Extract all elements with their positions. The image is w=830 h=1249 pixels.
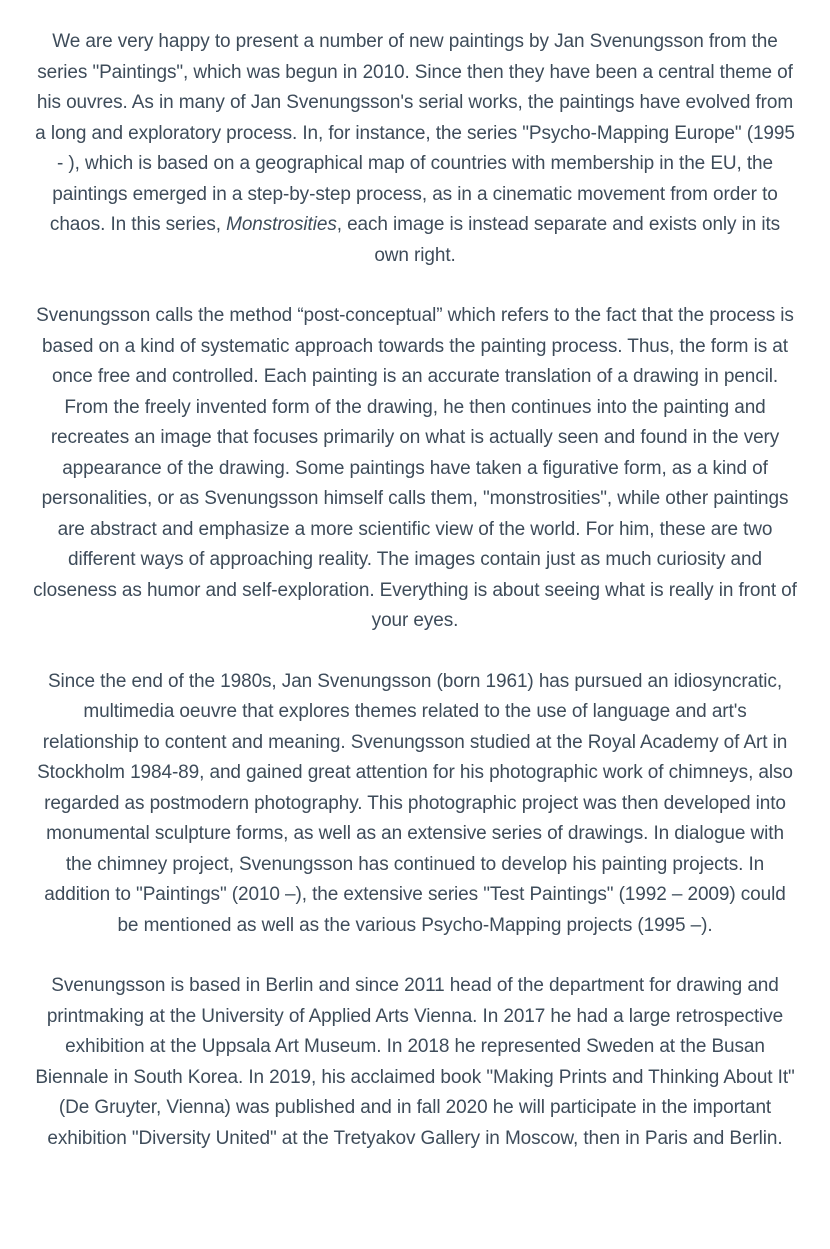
paragraph-text: Since the end of the 1980s, Jan Svenungsson (born 1961) has pursued an idiosyncratic, multimedia oeuvre that explores themes related to the use of language and art's relationship to content and meaning. Svenungsson studied at the Royal Academy of Art in Stockholm 1984-89, and gained great attention for his photographic work of chimneys, also regarded as postmodern photography. This photographic project was then developed into monumental sculpture forms, as well as an extensive series of drawings. In dialogue with the chimney project, Svenungsson has continued to develop his painting projects. In addition to "Paintings" (2010 –), the extensive series "Test Paintings" (1992 – 2009) could be mentioned as well as the various Psycho-Mapping projects (1995 –). <box>37 670 793 936</box>
italic-series-title: Monstrosities <box>226 214 337 235</box>
paragraph-text: Svenungsson calls the method “post-conceptual” which refers to the fact that the process is based on a kind of systematic approach towards the painting process. Thus, the form is at once free and controlled. Each painting is an accurate translation of a drawing in pencil. From the freely invented form of the drawing, he then continues into the painting and recreates an image that focuses primarily on what is actually seen and found in the very appearance of the drawing. Some paintings have taken a figurative form, as a kind of personalities, or as Svenungsson himself calls them, "monstrosities", while other paintings are abstract and emphasize a more scientific view of the world. For him, these are two different ways of approaching reality. The images contain just as much curiosity and closeness as humor and self-exploration. Everything is about seeing what is really in front of your eyes. <box>33 305 797 631</box>
paragraph-text: Svenungsson is based in Berlin and since 2011 head of the department for drawing and printmaking at the University of Applied Arts Vienna. In 2017 he had a large retrospective exhibition at the Uppsala Art Museum. In 2018 he represented Sweden at the Busan Biennale in South Korea. In 2019, his acclaimed book "Making Prints and Thinking About It" (De Gruyter, Vienna) was published and in fall 2020 he will participate in the important exhibition "Diversity United" at the Tretyakov Gallery in Moscow, then in Paris and Berlin. <box>35 975 795 1149</box>
paragraph-intro-paintings <box>33 27 797 271</box>
article <box>33 0 797 1154</box>
paragraph-method-post-conceptual <box>33 301 797 637</box>
paragraph-biography-1980s <box>33 667 797 942</box>
paragraph-berlin-exhibitions <box>33 971 797 1154</box>
paragraph-text: , each image is instead separate and exists only in its own right. <box>336 214 781 266</box>
paragraph-text: We are very happy to present a number of new paintings by Jan Svenungsson from the series "Paintings", which was begun in 2010. Since then they have been a central theme of his ouvres. As in many of Jan Svenungsson's serial works, the paintings have evolved from a long and exploratory process. In, for instance, the series "Psycho-Mapping Europe" (1995 - ), which is based on a geographical map of countries with membership in the EU, the paintings emerged in a step-by-step process, as in a cinematic movement from order to chaos. In this series, <box>35 31 795 235</box>
